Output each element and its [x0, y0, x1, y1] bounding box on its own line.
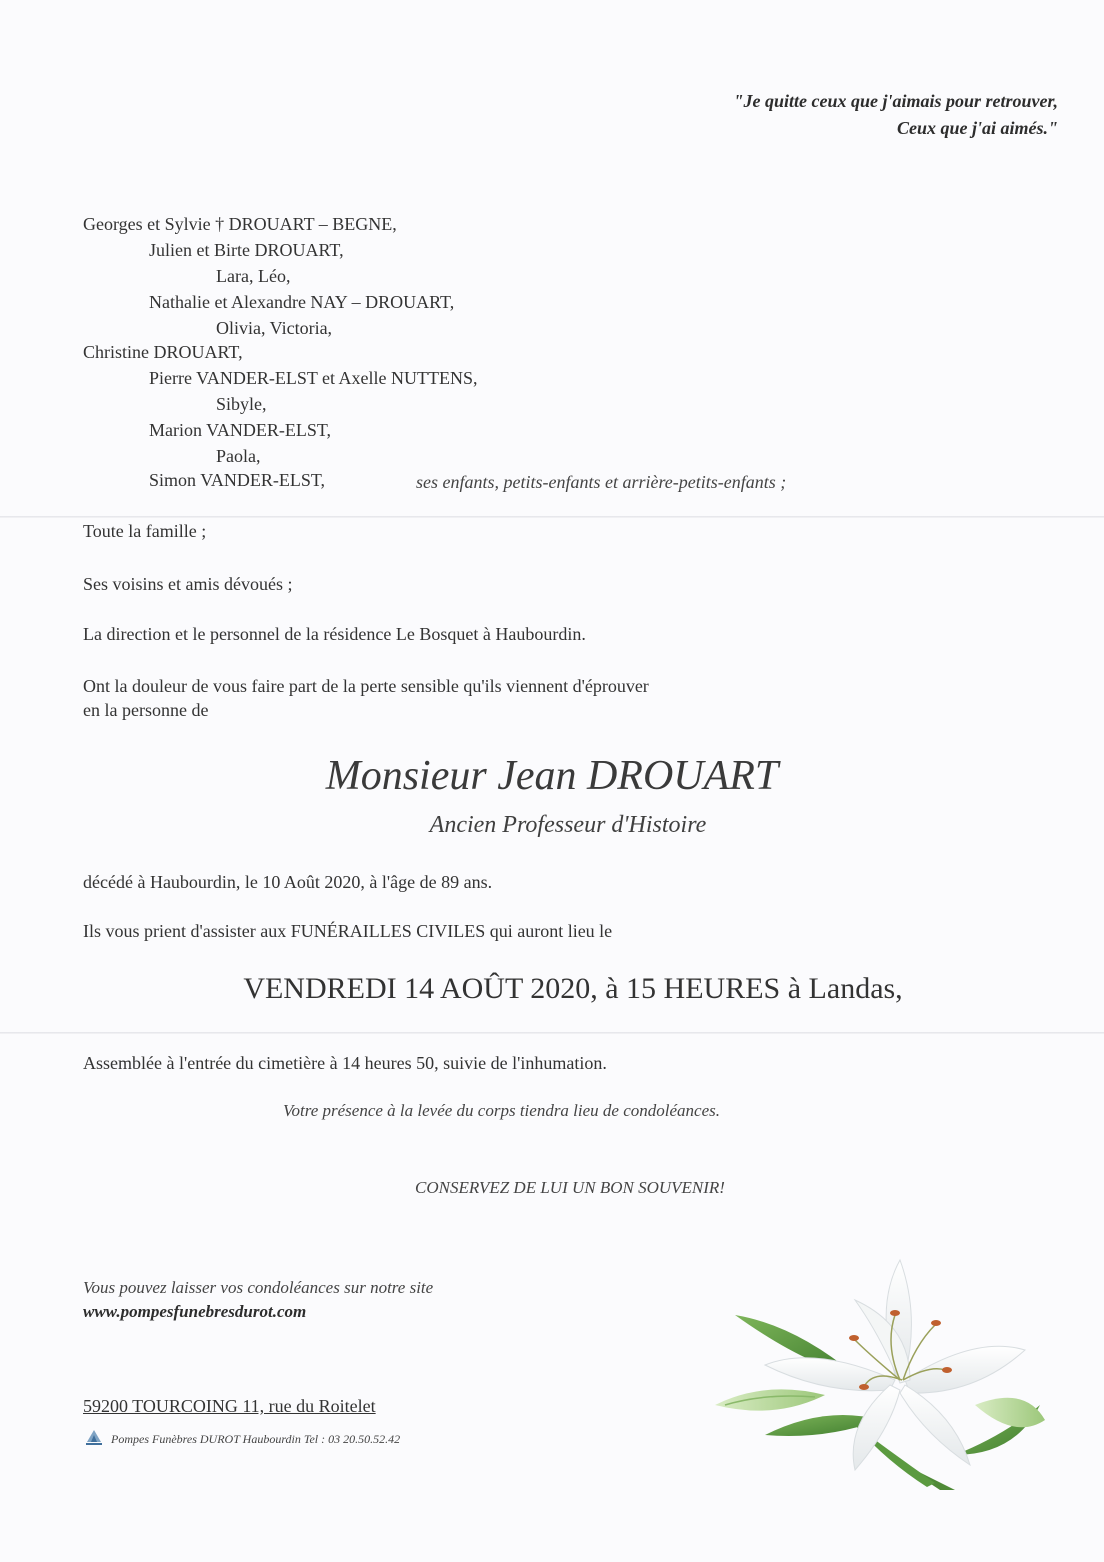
announcement-line: Ont la douleur de vous faire part de la perte sensible qu'ils viennent d'éprouver	[83, 676, 649, 696]
funeral-home-footer	[83, 1428, 400, 1450]
quote-line: Ceux que j'ai aimés."	[897, 118, 1058, 138]
funeral-invitation: Ils vous prient d'assister aux FUNÉRAILLES CIVILES qui auront lieu le	[83, 921, 613, 941]
deceased-title: Ancien Professeur d'Histoire	[429, 812, 707, 838]
family-all: Toute la famille ;	[83, 521, 207, 541]
condolences-note: Votre présence à la levée du corps tiendra lieu de condoléances.	[283, 1101, 720, 1120]
family-member: Nathalie et Alexandre NAY – DROUART,	[149, 292, 455, 312]
family-member: Marion VANDER-ELST,	[149, 420, 331, 440]
residence-staff: La direction et le personnel de la résidence Le Bosquet à Haubourdin.	[83, 624, 586, 644]
family-member: Paola,	[216, 446, 261, 466]
funeral-home-logo-icon	[83, 1426, 105, 1453]
family-member: Simon VANDER-ELST,	[149, 470, 326, 490]
white-lily-icon	[705, 1255, 1050, 1490]
announcement-line: en la personne de	[83, 700, 209, 720]
funeral-date: VENDREDI 14 AOÛT 2020, à 15 HEURES à Landas,	[243, 972, 903, 1005]
funeral-home-contact: Pompes Funèbres DUROT Haubourdin Tel : 03 20.50.52.42	[111, 1431, 401, 1446]
funeral-home-address: 59200 TOURCOING 11, rue du Roitelet	[83, 1396, 376, 1416]
website-invitation: Vous pouvez laisser vos condoléances sur notre site	[83, 1278, 434, 1297]
neighbors: Ses voisins et amis dévoués ;	[83, 574, 293, 594]
closing-message: CONSERVEZ DE LUI UN BON SOUVENIR!	[415, 1178, 725, 1197]
assembly-info: Assemblée à l'entrée du cimetière à 14 heures 50, suivie de l'inhumation.	[83, 1053, 607, 1073]
family-member: Georges et Sylvie † DROUART – BEGNE,	[83, 214, 397, 234]
family-member: Christine DROUART,	[83, 342, 243, 362]
family-member: Julien et Birte DROUART,	[149, 240, 344, 260]
fold-line	[0, 1032, 1104, 1034]
family-member: Pierre VANDER-ELST et Axelle NUTTENS,	[149, 368, 478, 388]
death-info: décédé à Haubourdin, le 10 Août 2020, à l'âge de 89 ans.	[83, 872, 493, 892]
family-member: Olivia, Victoria,	[216, 318, 333, 338]
family-member: Lara, Léo,	[216, 266, 291, 286]
epitaph-quote	[733, 88, 1058, 142]
family-member: Sibyle,	[216, 394, 267, 414]
deceased-name: Monsieur Jean DROUART	[325, 753, 779, 799]
quote-line: "Je quitte ceux que j'aimais pour retrouver,	[733, 91, 1058, 111]
relation-note: ses enfants, petits-enfants et arrière-petits-enfants ;	[416, 472, 787, 492]
website-url[interactable]: www.pompesfunebresdurot.com	[83, 1302, 307, 1321]
fold-line	[0, 516, 1104, 518]
